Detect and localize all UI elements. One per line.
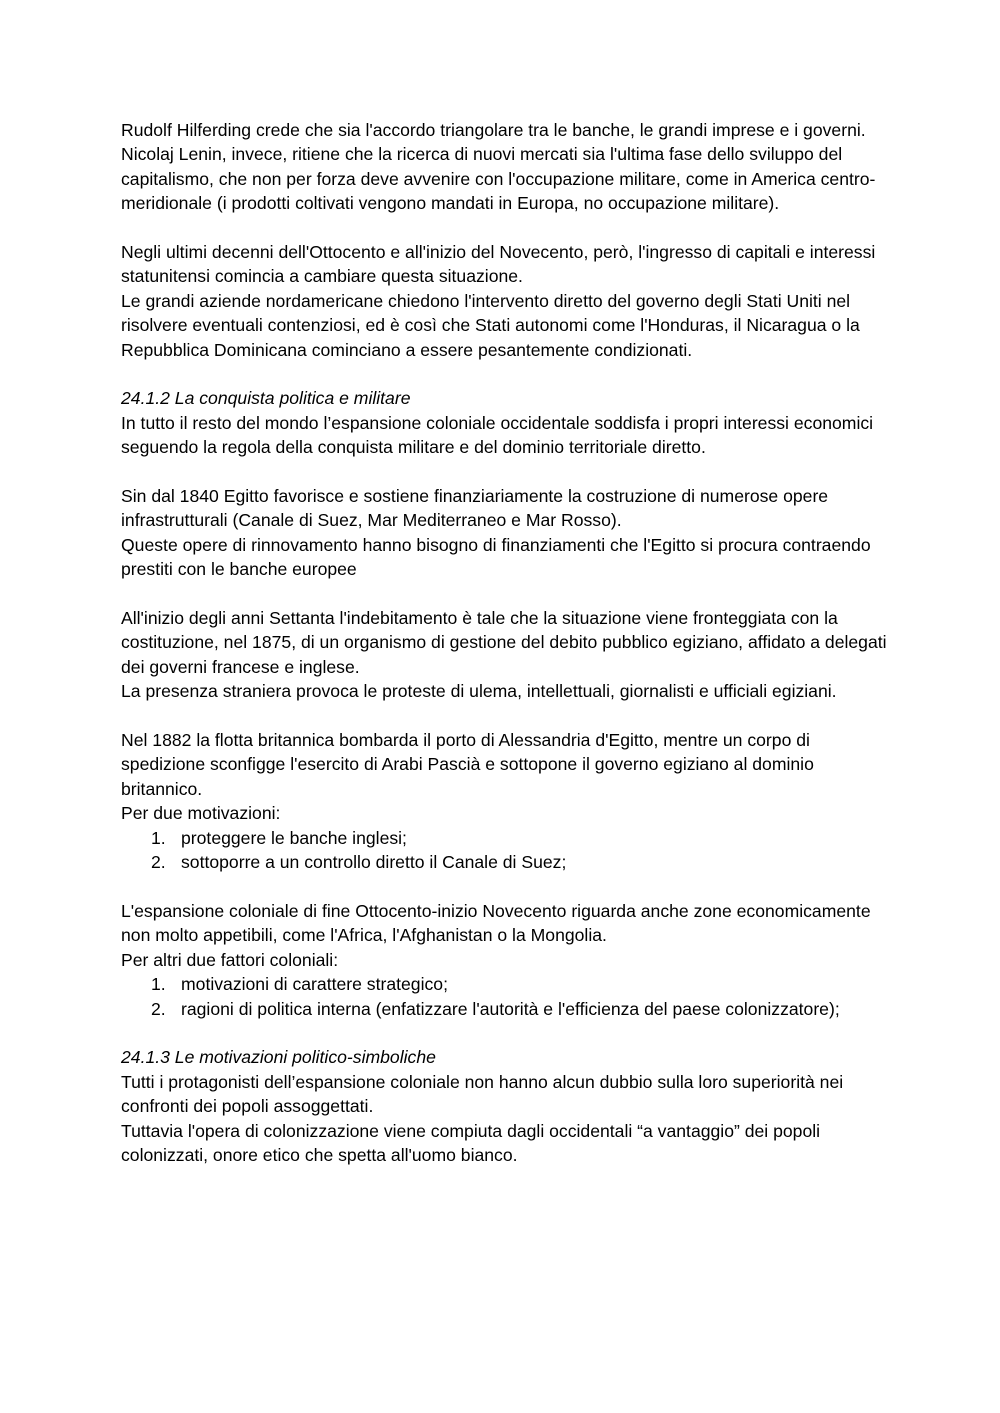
list-item xyxy=(121,850,889,874)
paragraph-us-companies: Le grandi aziende nordamericane chiedono l'intervento diretto del governo degli Stati Uniti nel risolvere eventuali contenziosi, ed è così che Stati autonomi come l'Honduras, il Nicaragua o la Repubblica Dominicana cominciano a essere pesantemente condizionati. xyxy=(121,290,860,360)
paragraph-two-reasons: Per due motivazioni: xyxy=(121,803,281,824)
section-heading-motivazioni: 24.1.3 Le motivazioni politico-simboliche xyxy=(121,1047,436,1068)
paragraph-us-capital: Negli ultimi decenni dell'Ottocento e all'inizio del Novecento, però, l'ingresso di capitali e interessi statunitensi comincia a cambiare questa situazione. xyxy=(121,242,876,287)
paragraph-gap xyxy=(121,216,889,240)
paragraph-gap xyxy=(121,1021,889,1045)
paragraph-egypt-loans: Queste opere di rinnovamento hanno bisogno di finanziamenti che l'Egitto si procura contraendo prestiti con le banche europee xyxy=(121,534,871,580)
paragraph-gap xyxy=(121,875,889,899)
paragraph-gap xyxy=(121,704,889,728)
list-item-text: sottoporre a un controllo diretto il Canale di Suez; xyxy=(181,852,567,873)
list-item-text: proteggere le banche inglesi; xyxy=(181,827,407,848)
list-item xyxy=(121,997,889,1021)
list-item xyxy=(121,826,889,850)
list-number: 1. xyxy=(151,974,166,995)
list-number: 2. xyxy=(151,852,166,873)
paragraph-lenin: Nicolaj Lenin, invece, ritiene che la ricerca di nuovi mercati sia l'ultima fase dello sviluppo del capitalismo, che non per forza deve avvenire con l'occupazione militare, come in America centro-meridionale (i prodotti coltivati vengono mandati in Europa, no occupazione militare). xyxy=(121,144,876,214)
paragraph-white-man: Tuttavia l'opera di colonizzazione viene compiuta dagli occidentali “a vantaggio” dei popoli colonizzati, onore etico che spetta all'uomo bianco. xyxy=(121,1120,821,1165)
reasons-list xyxy=(121,826,889,875)
document-page xyxy=(121,118,889,1167)
paragraph-protests: La presenza straniera provoca le proteste di ulema, intellettuali, giornalisti e ufficiali egiziani. xyxy=(121,681,837,702)
paragraph-other-factors: Per altri due fattori coloniali: xyxy=(121,949,339,970)
section-heading-conquista: 24.1.2 La conquista politica e militare xyxy=(121,388,411,409)
list-item-text: ragioni di politica interna (enfatizzare l'autorità e l'efficienza del paese colonizzatore); xyxy=(181,998,840,1019)
list-item-text: motivazioni di carattere strategico; xyxy=(181,974,448,995)
list-number: 2. xyxy=(151,998,166,1019)
paragraph-debt-1875: All'inizio degli anni Settanta l'indebitamento è tale che la situazione viene fronteggiata con la costituzione, nel 1875, di un organismo di gestione del debito pubblico egiziano, affidato a delegati dei governi francese e inglese. xyxy=(121,608,887,677)
list-item xyxy=(121,972,889,996)
paragraph-other-zones: L'espansione coloniale di fine Ottocento-inizio Novecento riguarda anche zone economicamente non molto appetibili, come l'Africa, l'Afghanistan o la Mongolia. xyxy=(121,900,871,946)
paragraph-gap xyxy=(121,582,889,606)
paragraph-1882: Nel 1882 la flotta britannica bombarda il porto di Alessandria d'Egitto, mentre un corpo di spedizione sconfigge l'esercito di Arabi Pascià e sottopone il governo egiziano al dominio britannico. xyxy=(121,730,814,799)
list-number: 1. xyxy=(151,827,166,848)
paragraph-gap xyxy=(121,460,889,484)
paragraph-gap xyxy=(121,362,889,386)
paragraph-egypt-1840: Sin dal 1840 Egitto favorisce e sostiene finanziariamente la costruzione di numerose opere infrastrutturali (Canale di Suez, Mar Mediterraneo e Mar Rosso). xyxy=(121,486,829,531)
factors-list xyxy=(121,972,889,1021)
paragraph-colonial-expansion: In tutto il resto del mondo l’espansione coloniale occidentale soddisfa i propri interessi economici seguendo la regola della conquista militare e del dominio territoriale diretto. xyxy=(121,412,874,458)
paragraph-hilferding: Rudolf Hilferding crede che sia l'accordo triangolare tra le banche, le grandi imprese e i governi. xyxy=(121,120,866,140)
paragraph-superiority: Tutti i protagonisti dell’espansione coloniale non hanno alcun dubbio sulla loro superiorità nei confronti dei popoli assoggettati. xyxy=(121,1071,844,1117)
